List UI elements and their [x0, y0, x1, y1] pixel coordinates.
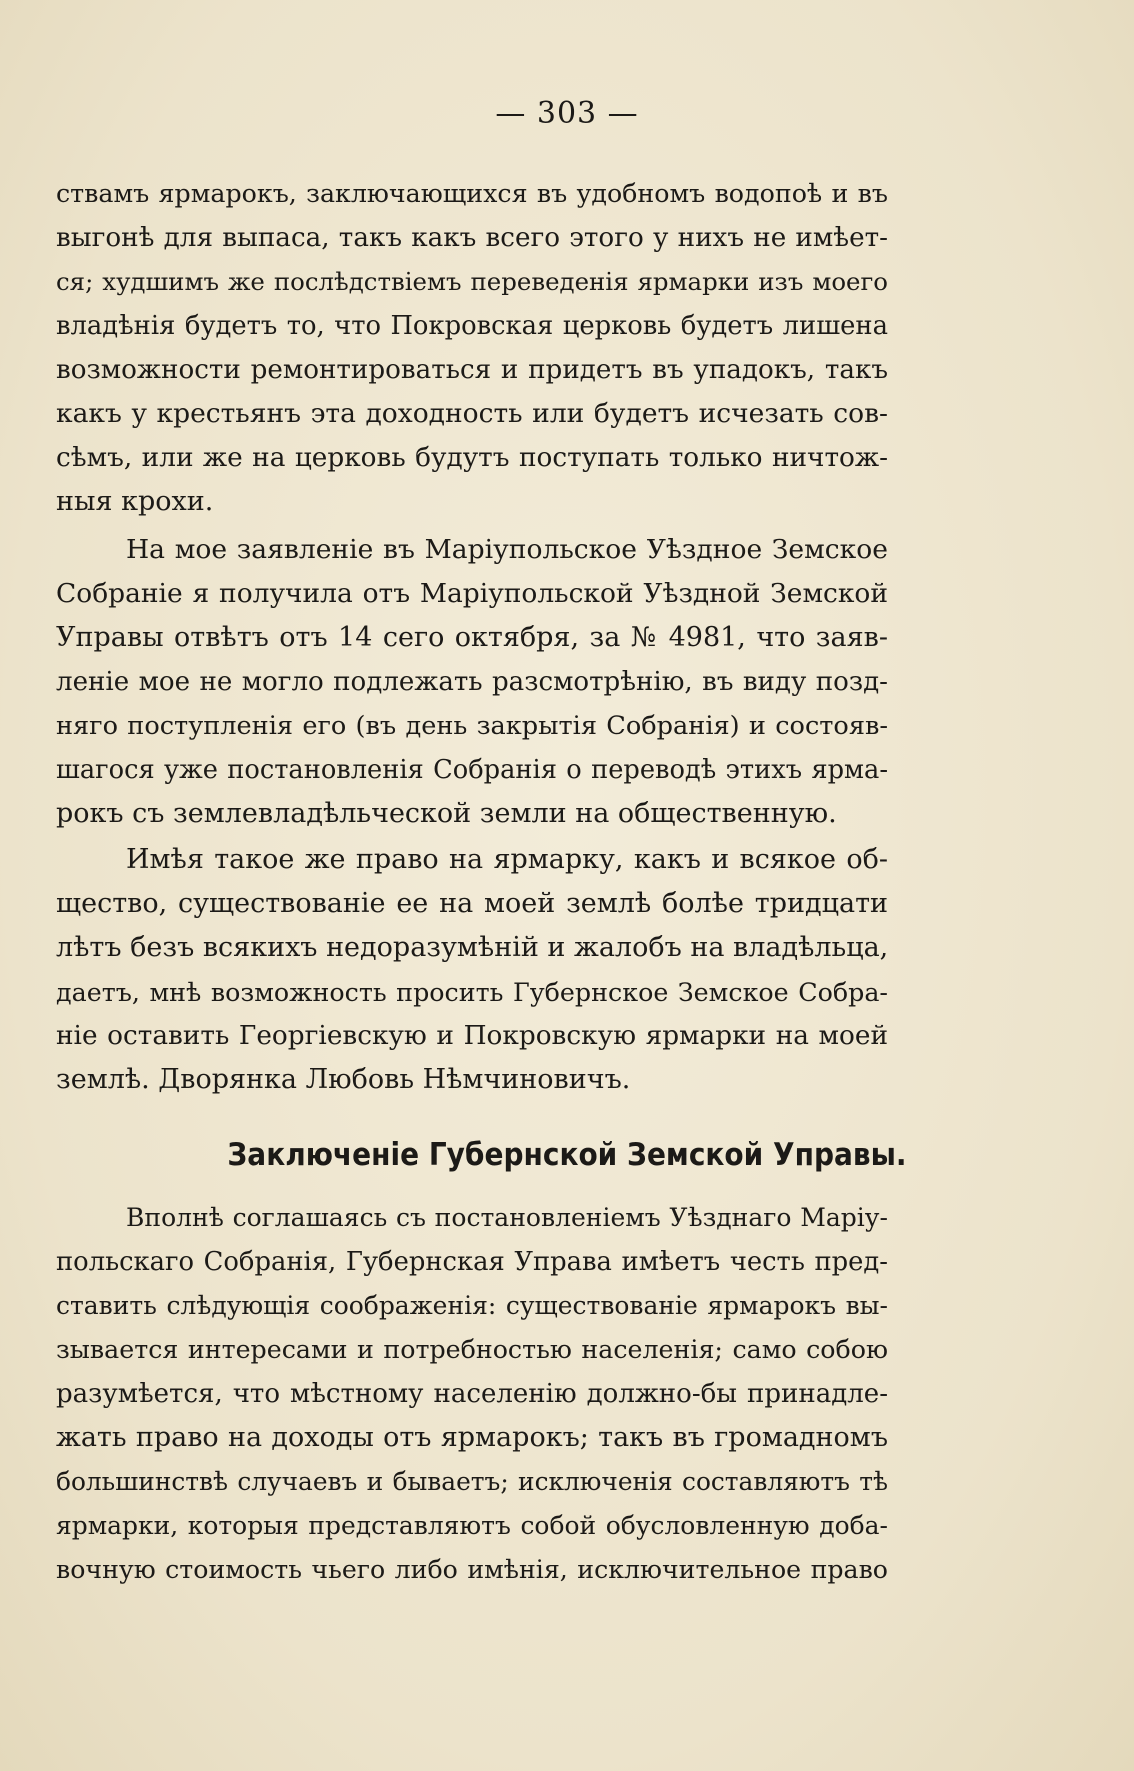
paragraph-2: [56, 528, 888, 836]
text-line: щество, существованіе ее на моей землѣ болѣе тридцати: [56, 888, 888, 919]
paragraph-3: [56, 838, 888, 1102]
text-line: шагося уже постановленія Собранія о переводѣ этихъ ярма-: [56, 755, 888, 785]
text-line: рокъ съ землевладѣльческой земли на общественную.: [56, 798, 837, 829]
text-line: Собраніе я получила отъ Маріупольской Уѣздной Земской: [56, 578, 888, 609]
text-line: няго поступленія его (въ день закрытія Собранія) и состояв-: [56, 711, 888, 741]
text-line: На мое заявленіе въ Маріупольское Уѣздное Земское: [126, 534, 888, 565]
text-line: Вполнѣ соглашаясь съ постановленіемъ Уѣзднаго Маріу-: [126, 1203, 888, 1232]
text-line: ніе оставить Георгіевскую и Покровскую ярмарки на моей: [56, 1021, 888, 1051]
text-line: ярмарки, которыя представляютъ собой обусловленную доба-: [56, 1511, 888, 1540]
text-line: возможности ремонтироваться и придетъ въ упадокъ, такъ: [56, 355, 888, 385]
text-line: вочную стоимость чьего либо имѣнія, исключительное право: [56, 1555, 888, 1584]
paragraph-4: [56, 1196, 888, 1592]
text-line: сѣмъ, или же на церковь будутъ поступать только ничтож-: [56, 443, 888, 473]
text-line: ставить слѣдующія соображенія: существованіе ярмарокъ вы-: [56, 1291, 888, 1320]
section-heading: Заключеніе Губернской Земской Управы.: [227, 1136, 907, 1173]
text-line: Имѣя такое же право на ярмарку, какъ и всякое об-: [126, 844, 888, 875]
text-line: владѣнія будетъ то, что Покровская церковь будетъ лишена: [56, 311, 888, 341]
text-line: большинствѣ случаевъ и бываетъ; исключенія составляютъ тѣ: [56, 1467, 888, 1496]
page-number: — 303 —: [495, 96, 639, 131]
text-line: выгонѣ для выпаса, такъ какъ всего этого у нихъ не имѣет-: [56, 223, 888, 253]
text-line: польскаго Собранія, Губернская Управа имѣетъ честь пред-: [56, 1247, 888, 1277]
text-line: ныя крохи.: [56, 486, 214, 517]
text-line: разумѣется, что мѣстному населенію должно-бы принадле-: [56, 1379, 888, 1409]
text-line: жать право на доходы отъ ярмарокъ; такъ въ громадномъ: [56, 1422, 888, 1453]
text-line: даетъ, мнѣ возможность просить Губернское Земское Собра-: [56, 977, 888, 1007]
text-line: Управы отвѣтъ отъ 14 сего октября, за № 4981, что заяв-: [56, 622, 888, 653]
text-line: ся; худшимъ же послѣдствіемъ переведенія ярмарки изъ моего: [56, 267, 888, 296]
text-line: какъ у крестьянъ эта доходность или будетъ исчезать сов-: [56, 398, 888, 429]
text-line: лѣтъ безъ всякихъ недоразумѣній и жалобъ на владѣльца,: [56, 932, 889, 963]
text-line: леніе мое не могло подлежать разсмотрѣнію, въ виду позд-: [56, 667, 888, 697]
text-line: зывается интересами и потребностью населенія; само собою: [56, 1335, 888, 1364]
text-line: землѣ. Дворянка Любовь Нѣмчиновичъ.: [56, 1064, 631, 1095]
paragraph-1: [56, 172, 888, 524]
text-line: ствамъ ярмарокъ, заключающихся въ удобномъ водопоѣ и въ: [56, 179, 888, 208]
